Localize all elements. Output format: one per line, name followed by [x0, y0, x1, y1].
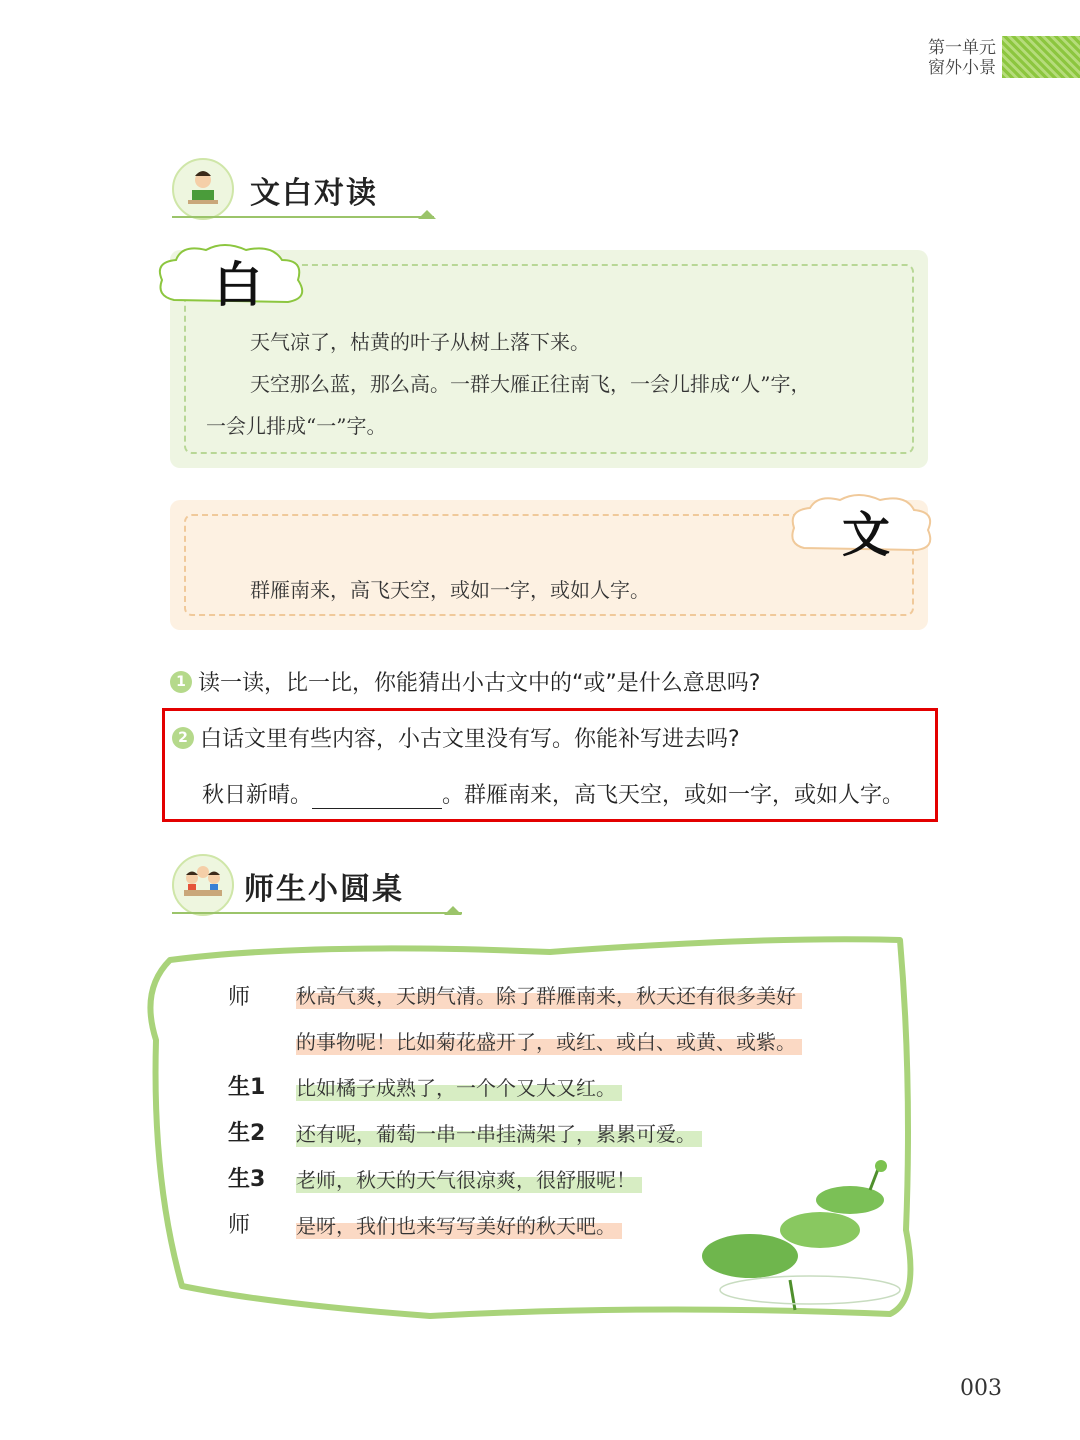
- reading-child-icon: [172, 158, 234, 220]
- bai-line-1: 天气凉了，枯黄的叶子从树上落下来。: [250, 330, 590, 354]
- speaker-student-1: 生1: [228, 1075, 266, 1100]
- dialogue-line: 的事物呢！比如菊花盛开了，或红、或白、或黄、或紫。: [296, 1026, 802, 1055]
- dialogue-line: 是呀，我们也来写写美好的秋天吧。: [296, 1210, 622, 1239]
- dialogue-line: 老师，秋天的天气很凉爽，很舒服呢！: [296, 1164, 642, 1193]
- dialogue-line: 比如橘子成熟了，一个个又大又红。: [296, 1072, 622, 1101]
- speaker-teacher: 师: [228, 1213, 251, 1238]
- question-2-text: 白话文里有些内容，小古文里没有写。你能补写进去吗?: [200, 727, 740, 752]
- wen-line-1: 群雁南来，高飞天空，或如一字，或如人字。: [250, 578, 650, 602]
- bai-line-3: 一会儿排成“一”字。: [206, 414, 387, 438]
- speaker-student-3: 生3: [228, 1167, 266, 1192]
- unit-label: [928, 38, 996, 78]
- fill-suffix: 。群雁南来，高飞天空，或如一字，或如人字。: [442, 783, 905, 808]
- section-header-roundtable: [172, 854, 466, 914]
- section-title: 师生小圆桌: [244, 872, 404, 907]
- children-table-icon: [172, 854, 234, 916]
- speaker-teacher: 师: [228, 985, 251, 1010]
- answer-blank[interactable]: [312, 788, 442, 809]
- section-underline: [172, 216, 434, 218]
- unit-decoration: [1002, 36, 1080, 78]
- section-header-wenbai: [172, 158, 440, 218]
- question-2-badge: 2: [172, 727, 194, 749]
- underline-marker: [444, 906, 462, 915]
- fill-in-line: [202, 778, 904, 809]
- bai-line-2: 天空那么蓝，那么高。一群大雁正往南飞，一会儿排成“人”字，: [250, 372, 811, 396]
- underline-marker: [418, 210, 436, 219]
- wen-label: 文: [842, 507, 891, 563]
- bai-label: 白: [214, 257, 263, 313]
- page-number: 003: [960, 1376, 1002, 1401]
- question-1-text: 读一读，比一比，你能猜出小古文中的“或”是什么意思吗?: [198, 671, 761, 696]
- dialogue-line: 秋高气爽，天朗气清。除了群雁南来，秋天还有很多美好: [296, 980, 802, 1009]
- lotus-leaves-illustration: [700, 1160, 910, 1320]
- section-underline: [172, 912, 462, 914]
- unit-number: 第一单元: [928, 38, 996, 58]
- fill-prefix: 秋日新晴。: [202, 783, 313, 808]
- speaker-student-2: 生2: [228, 1121, 266, 1146]
- unit-title: 窗外小景: [928, 58, 996, 78]
- section-title: 文白对读: [250, 176, 378, 211]
- dialogue-line: 还有呢，葡萄一串一串挂满架了，累累可爱。: [296, 1118, 702, 1147]
- question-1-badge: 1: [170, 671, 192, 693]
